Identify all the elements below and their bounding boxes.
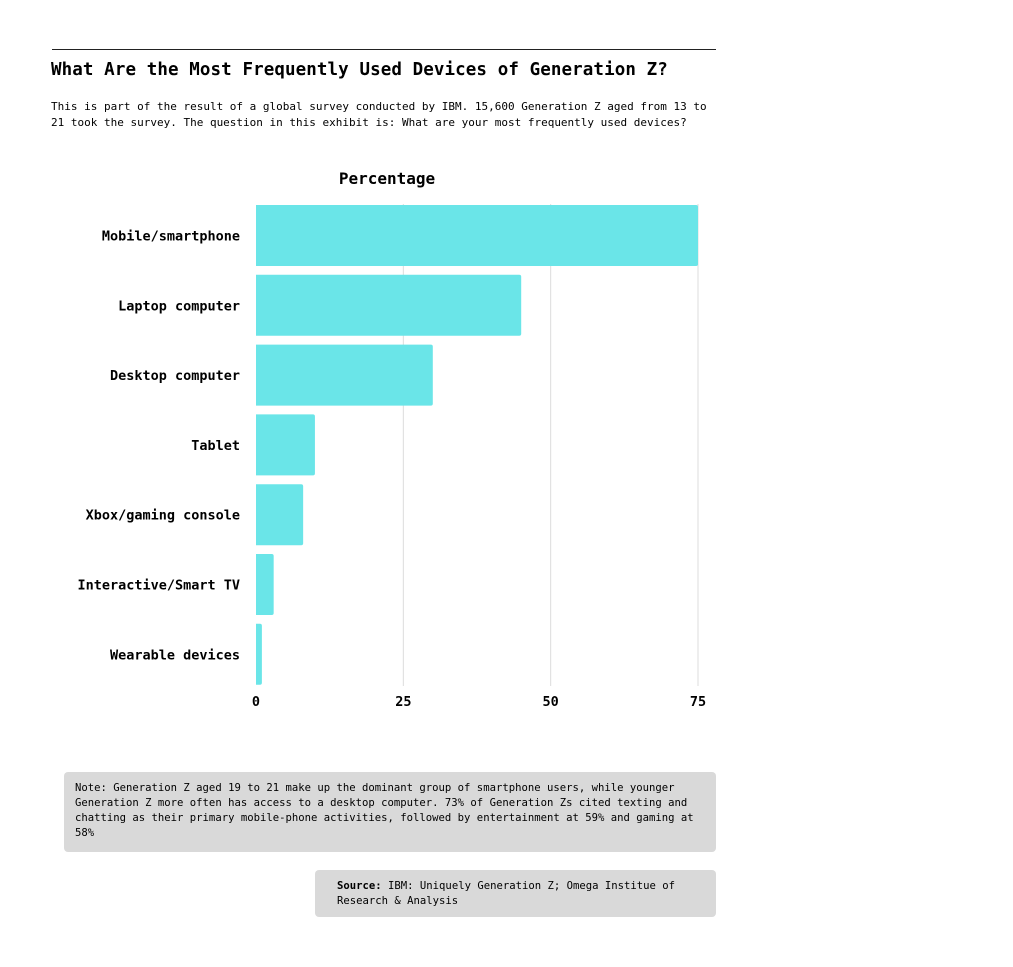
- category-label: Xbox/gaming console: [85, 507, 240, 524]
- bar-mobile-smartphone: [256, 205, 698, 266]
- bar-laptop-computer: [256, 275, 521, 336]
- bar-chart: [0, 160, 760, 730]
- bar-interactive-smart-tv: [256, 554, 274, 615]
- bar-xbox-gaming-console: [256, 484, 303, 545]
- category-label: Tablet: [191, 437, 240, 454]
- category-label: Wearable devices: [109, 647, 240, 664]
- source-text: IBM: Uniquely Generation Z; Omega Institue of Research & Analysis: [337, 880, 676, 907]
- bar-desktop-computer: [256, 345, 433, 406]
- chart-heading: Percentage: [338, 169, 436, 188]
- chart-title: What Are the Most Frequently Used Devices of Generation Z?: [51, 60, 668, 80]
- category-label: Desktop computer: [109, 368, 240, 385]
- source-label: Source:: [337, 880, 382, 892]
- chart-subtitle: This is part of the result of a global survey conducted by IBM. 15,600 Generation Z aged from 13 to 21 took the survey. The question in this exhibit is: What are your most frequently used devices?: [51, 100, 707, 129]
- bars: [256, 205, 698, 685]
- bar-tablet: [256, 414, 315, 475]
- category-label: Interactive/Smart TV: [77, 577, 240, 594]
- x-tick-label: 50: [542, 694, 559, 710]
- top-rule: [52, 49, 716, 50]
- x-tick-labels: [252, 694, 706, 710]
- category-label: Mobile/smartphone: [101, 228, 240, 245]
- category-label: Laptop computer: [118, 298, 240, 315]
- note-box: Note: Generation Z aged 19 to 21 make up the dominant group of smartphone users, while younger Generation Z more often has access to a desktop computer. 73% of Generation Zs cited texting and chatting as their primary mobile-phone activities, followed by entertainment at 59% and gaming at 58%: [64, 772, 716, 852]
- bar-wearable-devices: [256, 624, 262, 685]
- x-tick-label: 0: [251, 694, 261, 710]
- category-labels: [77, 229, 240, 664]
- source-box: [315, 870, 716, 917]
- x-tick-label: 75: [689, 694, 707, 710]
- x-tick-label: 25: [395, 694, 412, 710]
